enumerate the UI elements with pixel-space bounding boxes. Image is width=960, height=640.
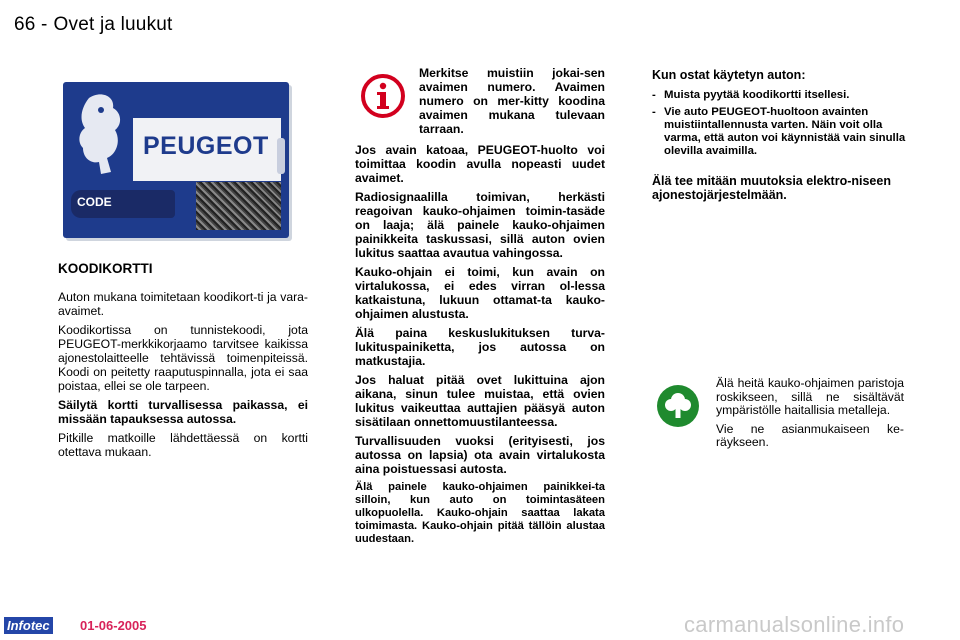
section-title: Ovet ja luukut [53, 14, 173, 35]
left-column [58, 262, 308, 464]
watermark: carmanualsonline.info [684, 612, 905, 637]
paragraph: Pitkille matkoille lähdettäessä on kortti otettava mukaan. [58, 431, 308, 459]
paragraph: Kauko-ohjain ei toimi, kun avain on virtalukossa, ei edes virran ol-lessa katkaistuna, lukuun ottamat-ta kauko-ohjaimen alustusta. [355, 265, 605, 321]
card-brand-text: PEUGEOT [143, 132, 269, 160]
warning-text: Älä tee mitään muutoksia elektro-niseen ajonestojärjestelmään. [652, 174, 891, 202]
peugeot-lion-icon [71, 88, 131, 182]
paragraph: Radiosignaalilla toimivan, herkästi reagoivan kauko-ohjaimen toimin-tasäde on laaja; älä painele kauko-ohjaimen painikkeita taskussasi, sillä auton ovien lukitus saattaa avautua vahingossa. [355, 190, 605, 260]
info-note: Merkitse muistiin jokai-sen avaimen numero. Avaimen numero on mer-kitty koodina avaimen mukana tulevaan tarraan. [419, 66, 605, 136]
page-number: 66 - [14, 14, 48, 35]
right-column [652, 68, 906, 202]
paragraph: Koodikortissa on tunnistekoodi, jota PEUGEOT-merkkikorjaamo tarvitsee kaikissa ajonestolaitteelle tehtävissä toimenpiteissä. Koodi on peitetty raaputuspinnalla, jota ei saa poistaa, ellei se ole tarpeen. [58, 323, 308, 393]
card-code-label: CODE [77, 195, 112, 209]
footer-date: 01-06-2005 [80, 618, 147, 633]
infotec-logo: Infotec [4, 617, 53, 634]
paragraph: Jos avain katoaa, PEUGEOT-huolto voi toimittaa koodin avulla nopeasti uudet avaimet. [355, 143, 605, 185]
environment-tree-icon [656, 384, 700, 428]
environment-note [716, 377, 904, 455]
section-heading: KOODIKORTTI [58, 261, 153, 276]
list-item: - Muista pyytää koodikortti itsellesi. [652, 89, 850, 101]
paragraph: Auton mukana toimitetaan koodikort-ti ja vara-avaimet. [58, 290, 308, 318]
card-scratch-area [196, 182, 281, 230]
paragraph-small: Älä painele kauko-ohjaimen painikkei-ta silloin, kun auto on toimintasäteen ulkopuolella. Kauko-ohjain saattaa lakata toimimasta. Kauko-ohjain pitää tällöin alustaa uudestaan. [355, 481, 605, 545]
middle-column [355, 66, 605, 551]
code-card-image [63, 82, 289, 238]
paragraph-bold: Säilytä kortti turvallisessa paikassa, ei missään tapauksessa autossa. [58, 398, 308, 426]
paragraph: Jos haluat pitää ovet lukittuina ajon aikana, sinun tulee muistaa, että ovien lukitus vaikeuttaa auttajien pääsyä auton sisätilaan onnettomuustilanteessa. [355, 373, 605, 429]
card-side-tab [277, 138, 285, 174]
page-header [14, 14, 179, 36]
paragraph: Turvallisuuden vuoksi (erityisesti, jos autossa on lapsia) ota avain virtalukosta aina poistuessasi autosta. [355, 434, 605, 476]
paragraph: Vie ne asianmukaiseen ke-räykseen. [716, 421, 904, 449]
list-item: - Vie auto PEUGEOT-huoltoon avainten muistiintallennusta varten. Näin voit olla varma, että auton voi käynnistää vain sinulla olevilla avaimilla. [652, 106, 906, 157]
paragraph: Älä heitä kauko-ohjaimen paristoja roskikseen, sillä ne sisältävät ympäristölle haitallisia metalleja. [716, 376, 904, 417]
used-car-heading: Kun ostat käytetyn auton: [652, 68, 806, 82]
paragraph: Älä paina keskuslukituksen turva-lukituspainiketta, jos autossa on matkustajia. [355, 326, 605, 368]
